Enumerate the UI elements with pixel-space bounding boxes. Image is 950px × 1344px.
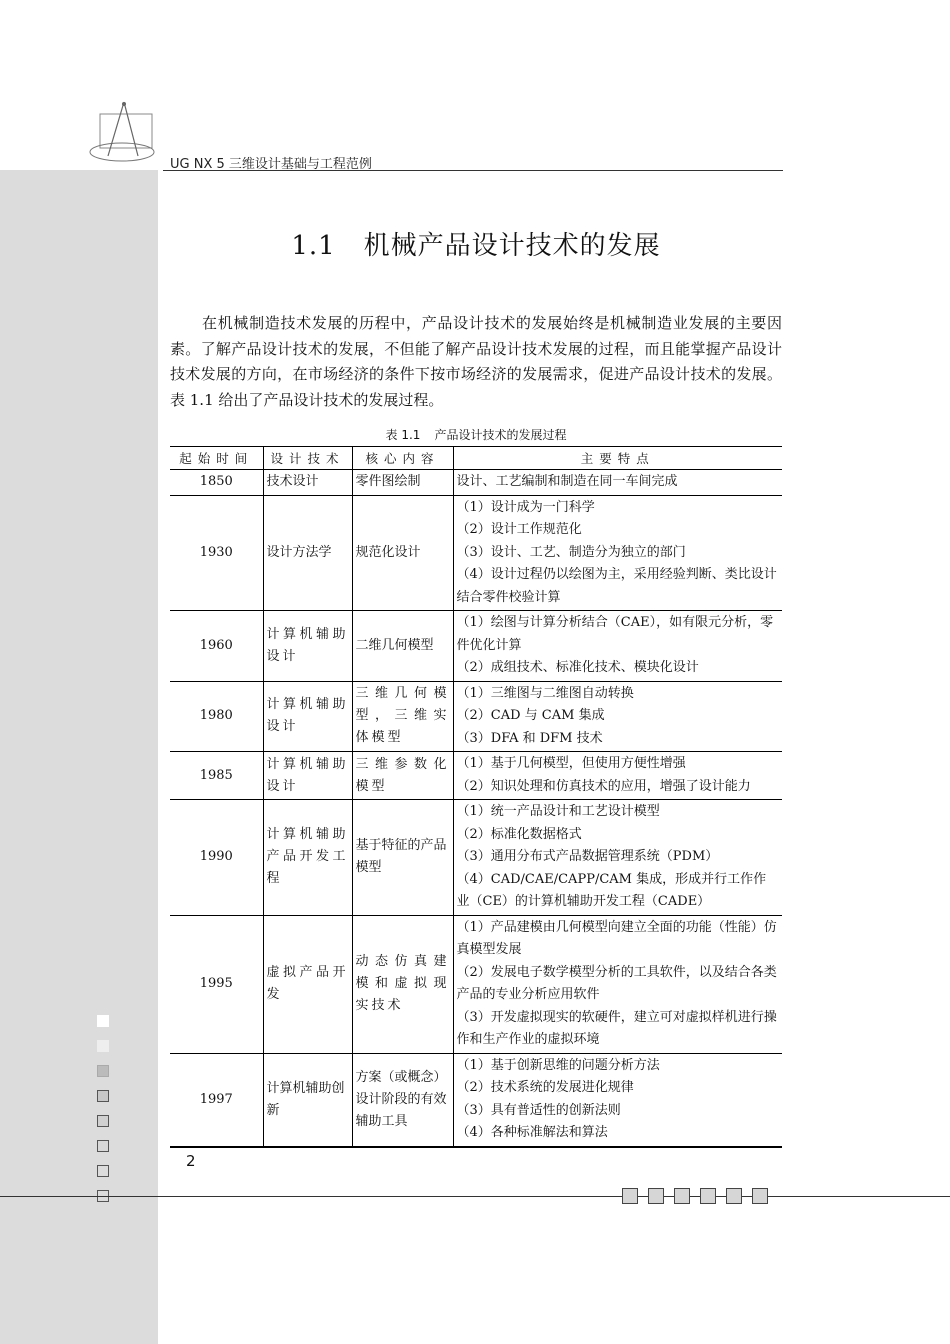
row-tech: 计算机辅助产品开发工程 [263,800,352,916]
feature-item: （1）统一产品设计和工艺设计模型 [456,804,660,819]
feature-item: （2）CAD 与 CAM 集成 [456,708,605,723]
feature-item: （1）绘图与计算分析结合（CAE），如有限元分析，零件优化计算 [456,615,774,653]
row-features [453,470,782,496]
table-caption-title: 产品设计技术的发展过程 [434,428,567,442]
row-tech: 计算机辅助设计 [263,681,352,752]
row-year: 1930 [170,495,263,611]
feature-item: （3）设计、工艺、制造分为独立的部门 [456,544,686,560]
feature-item: （4）各种标准解法和算法 [456,1125,608,1140]
row-tech: 计算机辅助设计 [263,611,352,682]
row-tech: 技术设计 [263,470,352,496]
design-history-table [170,446,782,1148]
feature-item: （3）开发虚拟现实的软硬件，建立可对虚拟样机进行操作和生产作业的虚拟环境 [456,1009,777,1047]
margin-square [97,1040,109,1052]
feature-item: （1）设计成为一门科学 [456,499,595,515]
header-design-tech: 设计技术 [263,447,352,470]
feature-item: （3）DFA 和 DFM 技术 [456,730,603,746]
header-start-time: 起始时间 [170,447,263,470]
table-header-row [170,447,782,470]
row-core: 动态仿真建模和虚拟现实技术 [352,915,453,1053]
feature-item: （3）通用分布式产品数据管理系统（PDM） [456,849,719,864]
table-row [170,470,782,496]
row-features [453,681,782,752]
row-year: 1980 [170,681,263,752]
feature-item: （4）CAD/CAE/CAPP/CAM 集成，形成并行工作作业（CE）的计算机辅助开发工程（CADE） [456,871,767,909]
footer-square [700,1188,716,1204]
row-year: 1990 [170,800,263,916]
margin-square [97,1015,109,1027]
table-row [170,495,782,611]
feature-item: （3）具有普适性的创新法则 [456,1102,621,1118]
table-caption [170,426,782,443]
row-features [453,752,782,800]
row-tech: 计算机辅助创新 [263,1053,352,1147]
table-row [170,752,782,800]
row-features [453,1053,782,1147]
table-row [170,681,782,752]
feature-item: （2）设计工作规范化 [456,522,582,537]
feature-item: （1）基于创新思维的问题分析方法 [456,1057,660,1073]
row-tech: 设计方法学 [263,495,352,611]
compass-logo-icon [86,100,166,170]
row-year: 1985 [170,752,263,800]
section-title-text: 机械产品设计技术的发展 [363,231,661,261]
row-features [453,915,782,1053]
footer-square [622,1188,638,1204]
header-core-content: 核心内容 [352,447,453,470]
feature-item: （2）发展电子数学模型分析的工具软件，以及结合各类产品的专业分析应用软件 [456,964,777,1002]
row-features [453,800,782,916]
row-core: 方案（或概念）设计阶段的有效辅助工具 [352,1053,453,1147]
footer-square [648,1188,664,1204]
left-gray-margin [0,170,158,1344]
header-rule [163,170,783,171]
table-row [170,915,782,1053]
table-caption-number: 表 1.1 [385,428,421,442]
footer-square-markers [622,1188,768,1204]
margin-square [97,1140,109,1152]
row-core: 规范化设计 [352,495,453,611]
row-core: 三维几何模型，三维实体模型 [352,681,453,752]
feature-item: （2）成组技术、标准化技术、模块化设计 [456,660,699,675]
feature-item: （2）知识处理和仿真技术的应用，增强了设计能力 [456,778,751,794]
margin-square [97,1090,109,1102]
section-number: 1.1 [291,231,336,261]
intro-paragraph: 在机械制造技术发展的历程中，产品设计技术的发展始终是机械制造业发展的主要因素。了解产品设计技术的发展，不但能了解产品设计技术发展的过程，而且能掌握产品设计技术发展的方向，在市场经济的条件下按市场经济的发展需求，促进产品设计技术的发展。表 1.1 给出了产品设计技术的发展过程。 [170,314,782,409]
row-core: 零件图绘制 [352,470,453,496]
row-features [453,495,782,611]
row-core: 三维参数化模型 [352,752,453,800]
feature-item: （1）三维图与二维图自动转换 [456,685,634,701]
footer-square [726,1188,742,1204]
row-year: 1997 [170,1053,263,1147]
margin-square [97,1115,109,1127]
margin-square [97,1165,109,1177]
table-row [170,1053,782,1147]
feature-item: （2）技术系统的发展进化规律 [456,1080,634,1095]
page-number: 2 [186,1152,196,1170]
footer-square [752,1188,768,1204]
row-year: 1850 [170,470,263,496]
row-year: 1995 [170,915,263,1053]
feature-item: （1）产品建模由几何模型向建立全面的功能（性能）仿真模型发展 [456,919,777,957]
footer-square [674,1188,690,1204]
feature-item: （2）标准化数据格式 [456,826,582,842]
section-title [170,225,782,262]
feature-item: （4）设计过程仍以绘图为主，采用经验判断、类比设计结合零件校验计算 [456,567,777,605]
feature-item: （1）基于几何模型，但使用方便性增强 [456,756,686,771]
margin-square-markers [97,1015,109,1215]
feature-item: 设计、工艺编制和制造在同一车间完成 [456,474,678,489]
header-main-features: 主要特点 [453,447,782,470]
row-tech: 虚拟产品开发 [263,915,352,1053]
table-row [170,611,782,682]
row-core: 基于特征的产品模型 [352,800,453,916]
footer-rule [0,1196,950,1197]
margin-square [97,1065,109,1077]
book-title-header: UG NX 5 三维设计基础与工程范例 [170,157,372,172]
row-tech: 计算机辅助设计 [263,752,352,800]
table-row [170,800,782,916]
row-year: 1960 [170,611,263,682]
row-core: 二维几何模型 [352,611,453,682]
row-features [453,611,782,682]
